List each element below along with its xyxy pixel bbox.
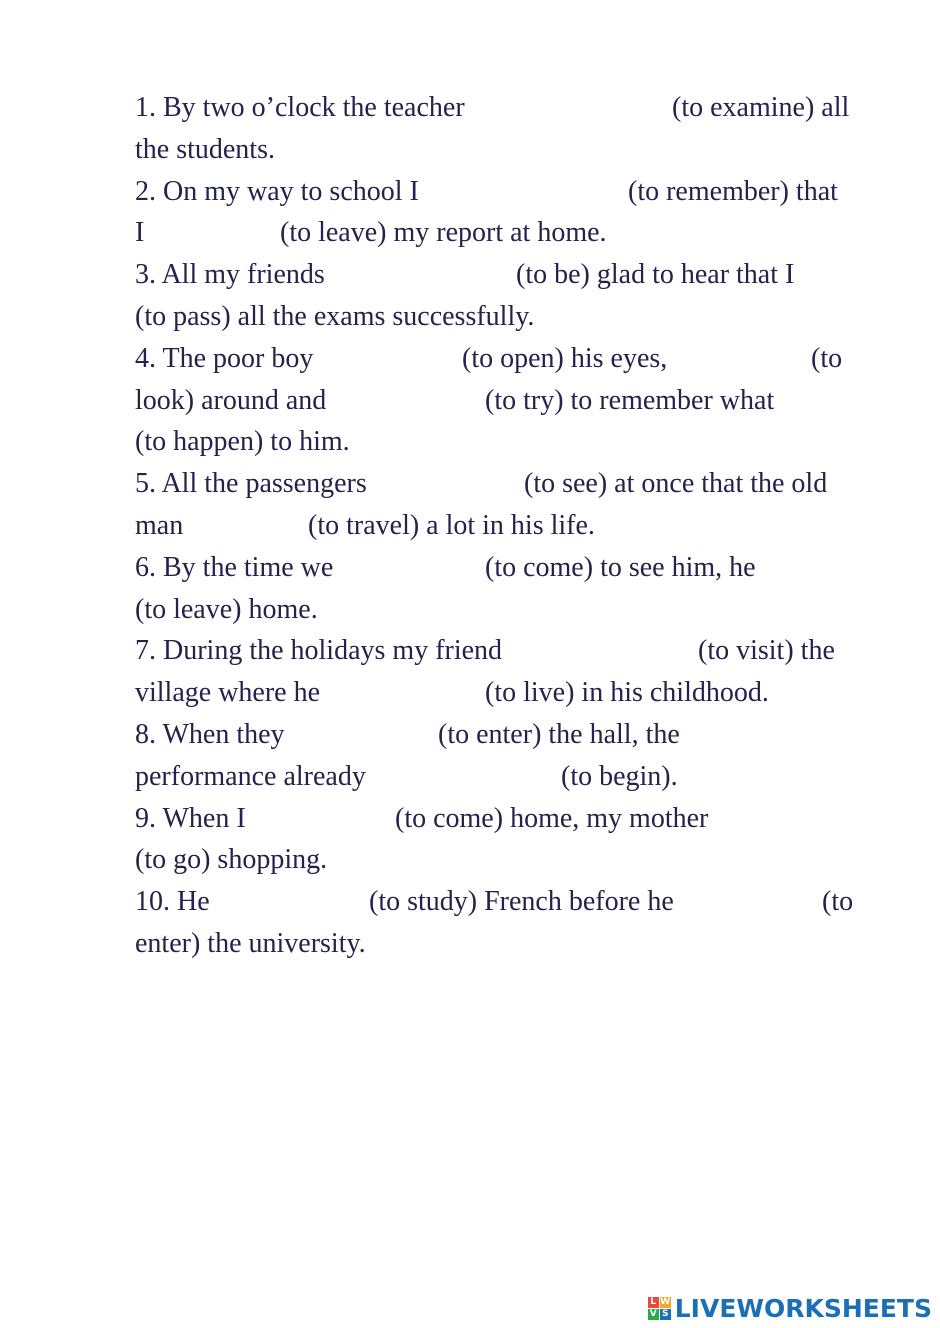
- brand-name: LIVEWORKSHEETS: [674, 1293, 932, 1323]
- answer-blank[interactable]: [425, 177, 622, 207]
- answer-blank[interactable]: [680, 887, 816, 917]
- sentence-text: 4. The poor boy: [135, 343, 314, 374]
- worksheet-line: [0, 798, 940, 840]
- sentence-text: (to live) in his childhood.: [485, 677, 769, 708]
- sentence-text: 1. By two o’clock the teacher: [135, 92, 465, 123]
- answer-blank[interactable]: [150, 218, 274, 248]
- answer-blank[interactable]: [339, 553, 479, 583]
- worksheet-line: [0, 756, 940, 798]
- sentence-text: performance already: [135, 761, 366, 792]
- sentence-text: (to study) French before he: [369, 886, 674, 917]
- sentence-text: I: [135, 217, 145, 248]
- worksheet-line: [0, 380, 940, 422]
- sentence-text: (to travel) a lot in his life.: [308, 510, 595, 541]
- answer-blank[interactable]: [252, 804, 389, 834]
- answer-blank[interactable]: [326, 678, 479, 708]
- sentence-text: 9. When I: [135, 803, 246, 834]
- sentence-text: (to leave) home.: [135, 594, 318, 625]
- sentence-text: (to open) his eyes,: [462, 343, 668, 374]
- sentence-text: (to try) to remember what: [485, 385, 775, 416]
- worksheet-line: [0, 672, 940, 714]
- answer-blank[interactable]: [189, 511, 302, 541]
- worksheet-line: [0, 87, 940, 129]
- sentence-text: enter) the university.: [135, 928, 366, 959]
- worksheet-line: [0, 338, 940, 380]
- worksheet-line: [0, 839, 940, 881]
- sentence-text: man: [135, 510, 184, 541]
- worksheet-line: [0, 463, 940, 505]
- answer-blank[interactable]: [319, 344, 456, 374]
- answer-blank[interactable]: [471, 93, 666, 123]
- liveworksheets-brand: [648, 1290, 932, 1326]
- worksheet-line: [0, 129, 940, 171]
- sentence-text: (to begin).: [561, 761, 678, 792]
- answer-blank[interactable]: [508, 636, 692, 666]
- sentence-text: (to visit) the: [698, 635, 835, 666]
- worksheet-line: [0, 296, 940, 338]
- sentence-text: 8. When they: [135, 719, 285, 750]
- sentence-text: (to go) shopping.: [135, 844, 328, 875]
- answer-blank[interactable]: [291, 720, 432, 750]
- answer-blank[interactable]: [216, 887, 363, 917]
- sentence-text: look) around and: [135, 385, 327, 416]
- sentence-text: (to leave) my report at home.: [280, 217, 607, 248]
- sentence-text: (to remember) that: [628, 176, 838, 207]
- sentence-text: (to: [822, 886, 854, 917]
- sentence-text: (to see) at once that the old: [524, 468, 828, 499]
- answer-blank[interactable]: [331, 260, 510, 290]
- sentence-text: (to enter) the hall, the: [438, 719, 680, 750]
- worksheet-line: [0, 212, 940, 254]
- sentence-text: 7. During the holidays my friend: [135, 635, 503, 666]
- worksheet-line: [0, 254, 940, 296]
- sentence-text: (to: [811, 343, 843, 374]
- sentence-text: (to examine) all: [672, 92, 850, 123]
- answer-blank[interactable]: [332, 386, 479, 416]
- sentence-text: 6. By the time we: [135, 552, 334, 583]
- sentence-text: (to come) to see him, he: [485, 552, 756, 583]
- worksheet-line: [0, 923, 940, 965]
- worksheet-line: [0, 714, 940, 756]
- sentence-text: (to be) glad to hear that I: [516, 259, 795, 290]
- worksheet-line: [0, 881, 940, 923]
- sentence-text: the students.: [135, 134, 275, 165]
- sentence-text: village where he: [135, 677, 321, 708]
- answer-blank[interactable]: [372, 762, 555, 792]
- sentence-text: 10. He: [135, 886, 210, 917]
- answer-blank[interactable]: [673, 344, 805, 374]
- worksheet-line: [0, 505, 940, 547]
- answer-blank[interactable]: [373, 469, 518, 499]
- sentence-text: (to pass) all the exams successfully.: [135, 301, 535, 332]
- sentence-text: 3. All my friends: [135, 259, 325, 290]
- worksheet-line: [0, 421, 940, 463]
- sentence-text: 5. All the passengers: [135, 468, 367, 499]
- sentence-text: 2. On my way to school I: [135, 176, 419, 207]
- sentence-text: (to happen) to him.: [135, 426, 350, 457]
- worksheet-line: [0, 589, 940, 631]
- worksheet-line: [0, 547, 940, 589]
- worksheet-line: [0, 171, 940, 213]
- worksheet-line: [0, 630, 940, 672]
- liveworksheets-logo-icon: L W V S: [648, 1297, 671, 1320]
- sentence-text: (to come) home, my mother: [395, 803, 709, 834]
